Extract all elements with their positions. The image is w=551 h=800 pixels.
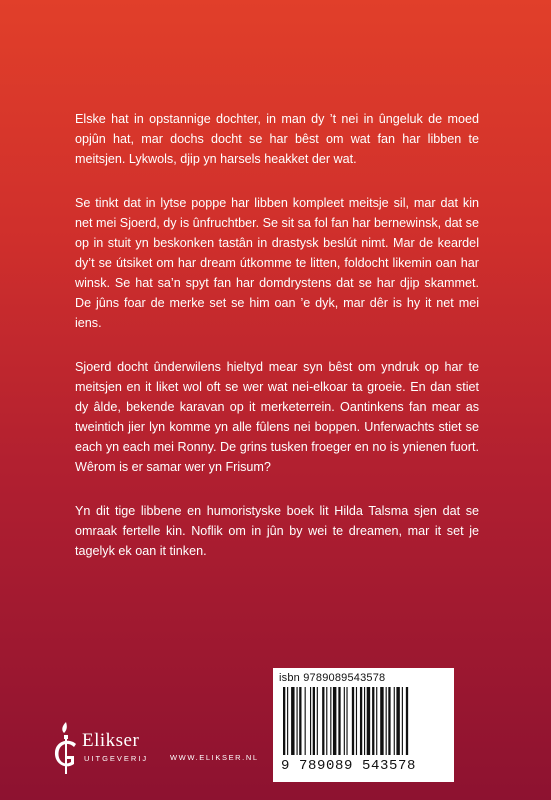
publisher-logo: [50, 718, 190, 778]
publisher-subtitle: UITGEVERIJ: [84, 754, 149, 763]
isbn-barcode: [273, 668, 454, 782]
publisher-name: Elikser: [82, 730, 140, 751]
blurb-paragraph-2: Se tinkt dat in lytse poppe har libben kompleet meitsje sil, mar dat kin net mei Sjoerd, dy is ûnfruchtber. Se sit sa fol fan har bernewinsk, dat se op in stuit yn beskonken tastân in drastysk beslút nimt. Mar de keardel dy’t se útsiket om har dream útkomme te litten, foldocht likemin oan har winsk. Se hat sa’n spyt fan har domdrystens dat se har djip skammet. De jûns foar de merke set se him oan ’e dyk, mar dêr is hy it net mei iens.: [75, 196, 479, 330]
blurb-paragraph-4: Yn dit tige libbene en humoristyske boek lit Hilda Talsma sjen dat se omraak fertelle kin. Noflik om in jûn by wei te dreamen, mar it set je tagelyk ek oan it tinken.: [75, 504, 479, 558]
isbn-label: isbn 9789089543578: [279, 672, 386, 684]
barcode-bars: [283, 687, 447, 755]
blurb-paragraph-1: Elske hat in opstannige dochter, in man dy ’t nei in ûngeluk de moed opjûn hat, mar dochs docht se har bêst om wat fan har libben te meitsjen. Lykwols, djip yn harsels heakket der wat.: [75, 112, 479, 166]
blurb-paragraph-3: Sjoerd docht ûnderwilens hieltyd mear syn bêst om yndruk op har te meitsjen en it liket wol oft se wer wat nei-elkoar ta groeie. En dan stiet dy âlde, bekende karavan op it merketerrein. Oantinkens fan mear as tweintich jier lyn komme yn alle fûlens nei boppen. Unferwachts stiet se each yn each mei Ronny. De grins tusken froeger en no is ynienen fuort. Wêrom is er samar wer yn Frisum?: [75, 360, 479, 474]
publisher-website-link[interactable]: WWW.ELIKSER.NL: [170, 753, 259, 762]
barcode-digits: 9 789089 543578: [281, 758, 417, 774]
back-cover-blurb: [75, 109, 479, 585]
publisher-emblem-icon: [50, 718, 84, 778]
